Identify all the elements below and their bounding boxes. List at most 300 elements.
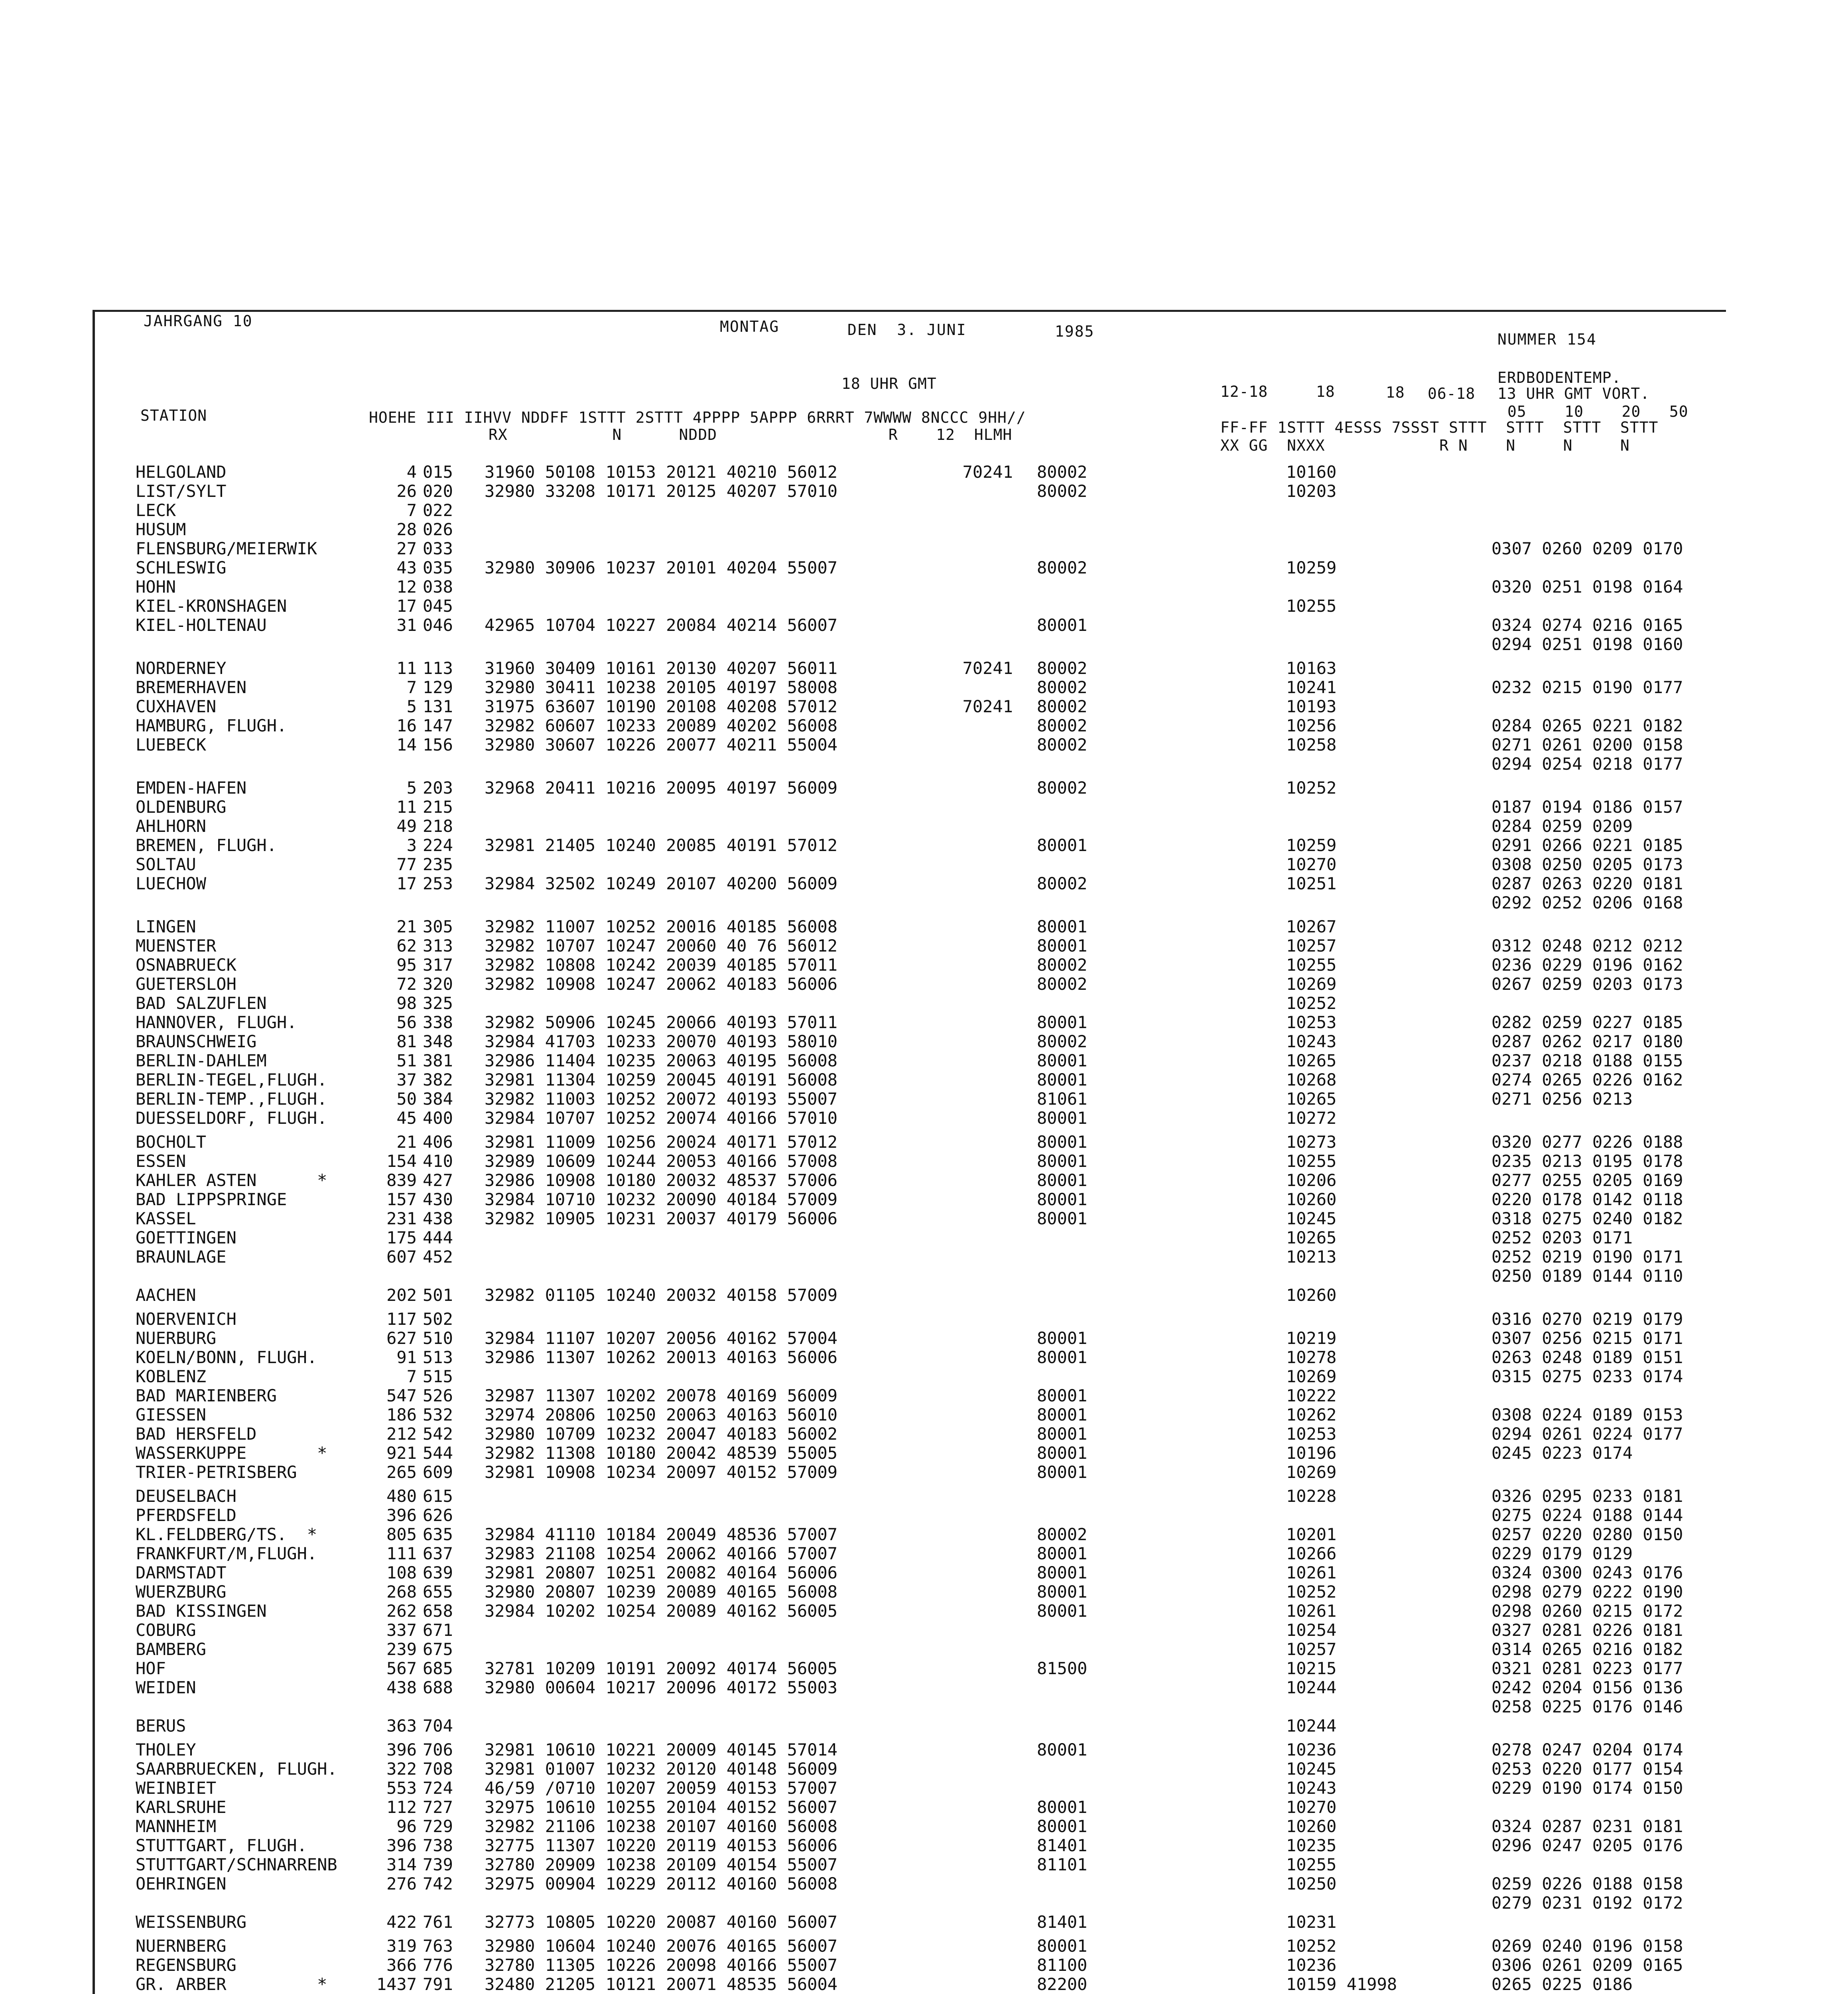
synop-groups: 32981 10610 10221 20009 40145 57014 (485, 1740, 838, 1760)
cloud-group: 80001 (1037, 1582, 1088, 1602)
cloud-group: 80001 (1037, 1797, 1088, 1817)
table-row (0, 1836, 1848, 1855)
station-name: BAD MARIENBERG (136, 1386, 277, 1405)
station-height: 212 (386, 1424, 417, 1444)
soil-temperatures: 0187 0194 0186 0157 (1491, 797, 1683, 817)
synop-groups: 32773 10805 10220 20087 40160 56007 (485, 1912, 838, 1932)
table-row (0, 616, 1848, 635)
soil-temperatures: 0327 0281 0226 0181 (1491, 1620, 1683, 1640)
station-header: STATION (140, 407, 207, 424)
station-name: SCHLESWIG (136, 558, 227, 577)
station-id: 526 (423, 1386, 453, 1405)
station-id: 305 (423, 917, 453, 936)
synop-groups: 32982 11007 10252 20016 40185 56008 (485, 917, 838, 936)
synop-groups: 32989 10609 10244 20053 40166 57008 (485, 1151, 838, 1171)
station-name: NUERBURG (136, 1328, 217, 1348)
station-id: 609 (423, 1462, 453, 1482)
table-row (0, 1582, 1848, 1602)
soil-temperatures: 0267 0259 0203 0173 (1491, 974, 1683, 994)
synop-groups: 32984 41110 10184 20049 48536 57007 (485, 1525, 838, 1544)
station-name: HUSUM (136, 520, 186, 539)
synop-groups: 32974 20806 10250 20063 40163 56010 (485, 1405, 838, 1425)
extremes-group: 10257 (1286, 936, 1337, 956)
station-height: 31 (396, 615, 417, 635)
table-row (0, 1760, 1848, 1779)
extremes-group: 10163 (1286, 658, 1337, 678)
cloud-group: 81101 (1037, 1855, 1088, 1874)
soil-temperatures: 0271 0261 0200 0158 (1491, 735, 1683, 755)
synop-groups: 32982 10905 10231 20037 40179 56006 (485, 1209, 838, 1228)
cloud-group: 80001 (1037, 1563, 1088, 1582)
group-names-header: HOEHE III IIHVV NDDFF 1STTT 2STTT 4PPPP 5APPP 6RRRT 7WWWW 8NCCC 9HH// (369, 409, 1026, 426)
table-row (0, 1463, 1848, 1482)
station-height: 268 (386, 1582, 417, 1602)
extremes-group: 10244 (1286, 1678, 1337, 1697)
soil-temperatures: 0257 0220 0280 0150 (1491, 1525, 1683, 1544)
station-name: WUERZBURG (136, 1582, 227, 1602)
cloud-group: 80001 (1037, 615, 1088, 635)
station-id: 035 (423, 558, 453, 577)
soil-temperatures: 0326 0295 0233 0181 (1491, 1486, 1683, 1506)
cloud-group: 80002 (1037, 462, 1088, 482)
cloud-group: 80001 (1037, 835, 1088, 855)
synop-groups: 32975 00904 10229 20112 40160 56008 (485, 1874, 838, 1894)
soil-depths-header: 05 10 20 50 (1507, 403, 1688, 420)
synop-groups: 32980 20807 10239 20089 40165 56008 (485, 1582, 838, 1602)
table-row (0, 778, 1848, 798)
station-name: FRANKFURT/M,FLUGH. (136, 1544, 317, 1563)
synop-groups: 42965 10704 10227 20084 40214 56007 (485, 615, 838, 635)
station-id: 131 (423, 697, 453, 716)
cloud-group: 80001 (1037, 1443, 1088, 1463)
station-name: LECK (136, 500, 176, 520)
station-height: 337 (386, 1620, 417, 1640)
station-name: NOERVENICH (136, 1309, 236, 1329)
extremes-group: 10260 (1286, 1817, 1337, 1836)
station-name: DARMSTADT (136, 1563, 227, 1582)
soil-temperatures: 0259 0226 0188 0158 (1491, 1874, 1683, 1894)
soil-temperatures: 0282 0259 0227 0185 (1491, 1013, 1683, 1032)
station-id: 406 (423, 1132, 453, 1152)
station-id: 026 (423, 520, 453, 539)
synop-groups: 32984 10710 10232 20090 40184 57009 (485, 1190, 838, 1209)
station-height: 28 (396, 520, 417, 539)
synop-groups: 32982 11308 10180 20042 48539 55005 (485, 1443, 838, 1463)
station-height: 438 (386, 1678, 417, 1697)
extremes-group: 10252 (1286, 1936, 1337, 1956)
extremes-group: 10265 (1286, 1228, 1337, 1247)
station-name: BRAUNSCHWEIG (136, 1032, 257, 1051)
station-height: 95 (396, 955, 417, 975)
station-id: 704 (423, 1716, 453, 1736)
extremes-group: 10231 (1286, 1912, 1337, 1932)
station-id: 253 (423, 874, 453, 893)
table-row (0, 1425, 1848, 1444)
extremes-group: 10252 (1286, 993, 1337, 1013)
soil-temperatures: 0324 0287 0231 0181 (1491, 1817, 1683, 1836)
cloud-group: 80001 (1037, 1348, 1088, 1367)
cloud-group: 82200 (1037, 1974, 1088, 1994)
soil-temperatures: 0312 0248 0212 0212 (1491, 936, 1683, 956)
cloud-group: 80001 (1037, 1405, 1088, 1425)
group-sub-header: RX N NDDD R 12 HLMH (489, 426, 1013, 443)
table-row (0, 1267, 1848, 1286)
table-row (0, 1209, 1848, 1228)
station-height: 5 (406, 778, 417, 798)
table-row (0, 1697, 1848, 1716)
station-height: 27 (396, 539, 417, 558)
table-row (0, 520, 1848, 539)
station-name: HOF (136, 1659, 166, 1678)
soil-temperatures: 0277 0255 0205 0169 (1491, 1170, 1683, 1190)
soil-temperatures: 0252 0203 0171 (1491, 1228, 1633, 1247)
station-id: 022 (423, 500, 453, 520)
synop-groups: 32982 01105 10240 20032 40158 57009 (485, 1285, 838, 1305)
extremes-group: 10273 (1286, 1132, 1337, 1152)
extremes-group: 10219 (1286, 1328, 1337, 1348)
table-row (0, 917, 1848, 936)
soil-temperatures: 0318 0275 0240 0182 (1491, 1209, 1683, 1228)
extremes-group: 10203 (1286, 481, 1337, 501)
station-id: 129 (423, 678, 453, 697)
soil-temperatures: 0278 0247 0204 0174 (1491, 1740, 1683, 1760)
extremes-group: 10236 (1286, 1740, 1337, 1760)
extremes-group: 10259 (1286, 558, 1337, 577)
synop-groups: 32982 10908 10247 20062 40183 56006 (485, 974, 838, 994)
station-name: GUETERSLOH (136, 974, 236, 994)
station-id: 400 (423, 1108, 453, 1128)
station-id: 046 (423, 615, 453, 635)
table-row (0, 463, 1848, 482)
station-name: HANNOVER, FLUGH. (136, 1013, 297, 1032)
station-name: HOHN (136, 577, 176, 597)
cloud-group: 80002 (1037, 481, 1088, 501)
extremes-group: 10269 (1286, 1367, 1337, 1386)
table-row (0, 1740, 1848, 1760)
cloud-group: 80001 (1037, 1601, 1088, 1621)
table-row (0, 1348, 1848, 1367)
soil-temperatures: 0229 0179 0129 (1491, 1544, 1633, 1563)
station-name: MANNHEIM (136, 1817, 217, 1836)
station-name: OEHRINGEN (136, 1874, 227, 1894)
extremes-group: 10269 (1286, 1462, 1337, 1482)
station-id: 501 (423, 1285, 453, 1305)
station-name: KOBLENZ (136, 1367, 207, 1386)
extremes-group: 10243 (1286, 1032, 1337, 1051)
soil-temperatures: 0245 0223 0174 (1491, 1443, 1633, 1463)
station-id: 381 (423, 1051, 453, 1070)
station-name: LINGEN (136, 917, 196, 936)
station-height: 314 (386, 1855, 417, 1874)
station-name: OSNABRUECK (136, 955, 236, 975)
extremes-group: 10258 (1286, 735, 1337, 755)
extremes-group: 10259 (1286, 835, 1337, 855)
extremes-group: 10235 (1286, 1836, 1337, 1855)
cloud-group: 81061 (1037, 1089, 1088, 1109)
table-row (0, 1228, 1848, 1247)
station-name: NORDERNEY (136, 658, 227, 678)
extremes-group: 10257 (1286, 1639, 1337, 1659)
synop-groups: 32986 10908 10180 20032 48537 57006 (485, 1170, 838, 1190)
station-id: 724 (423, 1778, 453, 1798)
extremes-group: 10269 (1286, 974, 1337, 994)
cloud-group: 80002 (1037, 735, 1088, 755)
station-id: 729 (423, 1817, 453, 1836)
soil-temperatures: 0320 0251 0198 0164 (1491, 577, 1683, 597)
cloud-group: 80001 (1037, 917, 1088, 936)
station-name: SOLTAU (136, 855, 196, 874)
station-height: 16 (396, 716, 417, 735)
station-id: 626 (423, 1505, 453, 1525)
station-height: 49 (396, 816, 417, 836)
station-id: 033 (423, 539, 453, 558)
extremes-group: 10260 (1286, 1285, 1337, 1305)
table-row (0, 1310, 1848, 1329)
station-name: DEUSELBACH (136, 1486, 236, 1506)
station-name: SAARBRUECKEN, FLUGH. (136, 1759, 337, 1779)
jahrgang-label: JAHRGANG 10 (144, 312, 253, 330)
station-name: PFERDSFELD (136, 1505, 236, 1525)
station-name: STUTTGART, FLUGH. (136, 1836, 307, 1855)
station-id: 791 (423, 1974, 453, 1994)
soil-temperatures: 0269 0240 0196 0158 (1491, 1936, 1683, 1956)
station-id: 685 (423, 1659, 453, 1678)
station-name: HAMBURG, FLUGH. (136, 716, 287, 735)
synop-groups: 32980 30411 10238 20105 40197 58008 (485, 678, 838, 697)
table-row (0, 1367, 1848, 1386)
cloud-group: 80001 (1037, 1070, 1088, 1090)
cloud-group: 81100 (1037, 1955, 1088, 1975)
station-id: 452 (423, 1247, 453, 1267)
station-height: 262 (386, 1601, 417, 1621)
station-id: 761 (423, 1912, 453, 1932)
station-height: 21 (396, 1132, 417, 1152)
cloud-group: 80001 (1037, 1108, 1088, 1128)
station-height: 51 (396, 1051, 417, 1070)
soil-temperatures: 0287 0262 0217 0180 (1491, 1032, 1683, 1051)
station-name: BERLIN-TEGEL,FLUGH. (136, 1070, 327, 1090)
station-height: 50 (396, 1089, 417, 1109)
cloud-group: 80001 (1037, 1151, 1088, 1171)
station-height: 77 (396, 855, 417, 874)
synop-groups: 32981 11009 10256 20024 40171 57012 (485, 1132, 838, 1152)
table-row (0, 678, 1848, 697)
station-name: KOELN/BONN, FLUGH. (136, 1348, 317, 1367)
station-name: OLDENBURG (136, 797, 227, 817)
extremes-group: 10215 (1286, 1659, 1337, 1678)
extremes-group: 10159 41998 (1286, 1974, 1397, 1994)
issue-number-label: NUMMER 154 (1497, 331, 1597, 348)
extremes-group: 10270 (1286, 1797, 1337, 1817)
station-height: 91 (396, 1348, 417, 1367)
synop-groups: 32780 11305 10226 20098 40166 55007 (485, 1955, 838, 1975)
table-row (0, 577, 1848, 597)
soil-temperatures: 0229 0190 0174 0150 (1491, 1778, 1683, 1798)
station-height: 21 (396, 917, 417, 936)
station-name: BAMBERG (136, 1639, 207, 1659)
soil-temperatures: 0284 0265 0221 0182 (1491, 716, 1683, 735)
extremes-group: 10196 (1286, 1443, 1337, 1463)
cloud-group: 81401 (1037, 1912, 1088, 1932)
table-row (0, 1329, 1848, 1348)
table-row (0, 1855, 1848, 1874)
station-height: 81 (396, 1032, 417, 1051)
synop-groups: 32984 11107 10207 20056 40162 57004 (485, 1328, 838, 1348)
station-name: KARLSRUHE (136, 1797, 227, 1817)
table-row (0, 735, 1848, 755)
station-height: 422 (386, 1912, 417, 1932)
station-height: 3 (406, 835, 417, 855)
soil-temperatures: 0306 0261 0209 0165 (1491, 1955, 1683, 1975)
station-height: 5 (406, 697, 417, 716)
synop-groups: 32980 10604 10240 20076 40165 56007 (485, 1936, 838, 1956)
station-name: BRAUNLAGE (136, 1247, 227, 1267)
soil-temperatures: 0265 0225 0186 (1491, 1974, 1633, 1994)
table-row (0, 1779, 1848, 1798)
station-height: 154 (386, 1151, 417, 1171)
station-height: 839 (386, 1170, 417, 1190)
station-id: 045 (423, 596, 453, 616)
table-row (0, 855, 1848, 874)
station-name: GR. ARBER * (136, 1974, 327, 1994)
table-row (0, 1716, 1848, 1736)
right-sub-header: XX GG NXXX R N N N N (1220, 437, 1630, 454)
extremes-group: 10255 (1286, 596, 1337, 616)
station-height: 157 (386, 1190, 417, 1209)
extremes-group: 10266 (1286, 1544, 1337, 1563)
station-id: 542 (423, 1424, 453, 1444)
station-id: 688 (423, 1678, 453, 1697)
cloud-group: 80001 (1037, 1740, 1088, 1760)
station-name: FLENSBURG/MEIERWIK (136, 539, 317, 558)
soil-temp-header: ERDBODENTEMP. (1497, 369, 1621, 386)
weekday-label: MONTAG (720, 318, 780, 335)
cloud-group: 80002 (1037, 778, 1088, 798)
station-height: 26 (396, 481, 417, 501)
synop-groups: 32984 32502 10249 20107 40200 56009 (485, 874, 838, 893)
station-name: KIEL-KRONSHAGEN (136, 596, 287, 616)
station-height: 43 (396, 558, 417, 577)
station-id: 038 (423, 577, 453, 597)
cloud-group: 80001 (1037, 1936, 1088, 1956)
soil-temperatures: 0307 0260 0209 0170 (1491, 539, 1683, 558)
station-name: STUTTGART/SCHNARRENB (136, 1855, 337, 1874)
station-id: 639 (423, 1563, 453, 1582)
col-18b-header: 18 (1386, 384, 1405, 401)
station-name: COBURG (136, 1620, 196, 1640)
table-row (0, 1544, 1848, 1563)
station-height: 231 (386, 1209, 417, 1228)
table-row (0, 936, 1848, 956)
extremes-group: 10262 (1286, 1405, 1337, 1425)
table-row (0, 1109, 1848, 1128)
extremes-group: 10252 (1286, 1582, 1337, 1602)
table-row (0, 893, 1848, 912)
extremes-group: 10252 (1286, 778, 1337, 798)
extremes-group: 10241 (1286, 678, 1337, 697)
station-height: 186 (386, 1405, 417, 1425)
synop-groups: 31975 63607 10190 20108 40208 57012 (485, 697, 838, 716)
cloud-group: 80001 (1037, 1170, 1088, 1190)
table-row (0, 975, 1848, 994)
station-id: 739 (423, 1855, 453, 1874)
extremes-group: 10268 (1286, 1070, 1337, 1090)
table-row (0, 1032, 1848, 1051)
cloud-group: 80001 (1037, 1190, 1088, 1209)
table-row (0, 755, 1848, 774)
station-height: 396 (386, 1505, 417, 1525)
extremes-group: 10213 (1286, 1247, 1337, 1267)
weather-group: 70241 (962, 658, 1013, 678)
station-name: LIST/SYLT (136, 481, 227, 501)
synop-groups: 32982 21106 10238 20107 40160 56008 (485, 1817, 838, 1836)
station-height: 7 (406, 678, 417, 697)
station-id: 325 (423, 993, 453, 1013)
synop-groups: 32984 10202 10254 20089 40162 56005 (485, 1601, 838, 1621)
extremes-group: 10270 (1286, 855, 1337, 874)
table-row (0, 1444, 1848, 1463)
table-row (0, 539, 1848, 558)
station-height: 627 (386, 1328, 417, 1348)
extremes-group: 10255 (1286, 955, 1337, 975)
station-id: 384 (423, 1089, 453, 1109)
station-height: 56 (396, 1013, 417, 1032)
soil-temperatures: 0294 0251 0198 0160 (1491, 634, 1683, 654)
station-height: 480 (386, 1486, 417, 1506)
station-height: 319 (386, 1936, 417, 1956)
station-name: KIEL-HOLTENAU (136, 615, 267, 635)
col-18a-header: 18 (1316, 383, 1335, 400)
station-name: LUECHOW (136, 874, 207, 893)
table-row (0, 1563, 1848, 1582)
synop-groups: 32980 10709 10232 20047 40183 56002 (485, 1424, 838, 1444)
table-row (0, 1190, 1848, 1209)
station-height: 111 (386, 1544, 417, 1563)
station-id: 348 (423, 1032, 453, 1051)
soil-temperatures: 0253 0220 0177 0154 (1491, 1759, 1683, 1779)
table-row (0, 1090, 1848, 1109)
soil-temperatures: 0235 0213 0195 0178 (1491, 1151, 1683, 1171)
station-id: 313 (423, 936, 453, 956)
station-height: 607 (386, 1247, 417, 1267)
table-row (0, 874, 1848, 893)
station-height: 363 (386, 1716, 417, 1736)
table-row (0, 1621, 1848, 1640)
synop-groups: 32984 10707 10252 20074 40166 57010 (485, 1108, 838, 1128)
station-name: KASSEL (136, 1209, 196, 1228)
table-row (0, 659, 1848, 678)
synop-groups: 32480 21205 10121 20071 48535 56004 (485, 1974, 838, 1994)
table-row (0, 716, 1848, 735)
station-height: 239 (386, 1639, 417, 1659)
extremes-group: 10278 (1286, 1348, 1337, 1367)
table-row (0, 697, 1848, 716)
station-name: KAHLER ASTEN * (136, 1170, 327, 1190)
table-row (0, 1817, 1848, 1836)
station-name: TRIER-PETRISBERG (136, 1462, 297, 1482)
soil-temperatures: 0271 0256 0213 (1491, 1089, 1633, 1109)
table-row (0, 482, 1848, 501)
station-id: 235 (423, 855, 453, 874)
table-row (0, 597, 1848, 616)
station-id: 502 (423, 1309, 453, 1329)
station-id: 635 (423, 1525, 453, 1544)
station-id: 444 (423, 1228, 453, 1247)
soil-temperatures: 0294 0261 0224 0177 (1491, 1424, 1683, 1444)
table-row (0, 501, 1848, 520)
station-id: 317 (423, 955, 453, 975)
station-name: WEIDEN (136, 1678, 196, 1697)
